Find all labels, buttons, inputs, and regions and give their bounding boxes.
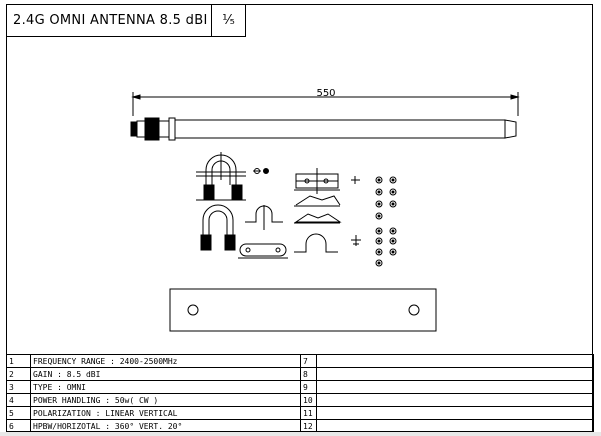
washer-grid xyxy=(376,177,396,266)
omega-clamp-large xyxy=(294,234,338,252)
bottom-strip xyxy=(0,432,601,436)
mounting-bracket xyxy=(170,289,436,331)
spec-table xyxy=(6,354,594,433)
spec-num2: 12 xyxy=(301,420,317,433)
spec-blank xyxy=(317,355,594,368)
spec-text: FREQUENCY RANGE : 2400-2500MHz xyxy=(31,355,301,368)
spec-text: GAIN : 8.5 dBI xyxy=(31,368,301,381)
bent-plate-1 xyxy=(294,196,340,206)
spec-num: 3 xyxy=(7,381,31,394)
spec-num2: 7 xyxy=(301,355,317,368)
antenna-body xyxy=(131,118,516,140)
spec-num2: 10 xyxy=(301,394,317,407)
spec-text: POLARIZATION : LINEAR VERTICAL xyxy=(31,407,301,420)
table-row xyxy=(7,394,594,407)
spec-text: TYPE : OMNI xyxy=(31,381,301,394)
spec-num: 4 xyxy=(7,394,31,407)
spec-num2: 8 xyxy=(301,368,317,381)
scale-label: ⅟₅ xyxy=(211,4,246,37)
spec-num: 6 xyxy=(7,420,31,433)
link-plate xyxy=(238,244,288,258)
spec-blank xyxy=(317,407,594,420)
omega-clamp-small xyxy=(245,205,283,230)
spec-text: HPBW/HORIZOTAL : 360° VERT. 20° xyxy=(31,420,301,433)
spec-num: 1 xyxy=(7,355,31,368)
spec-text: POWER HANDLING : 50w( CW ) xyxy=(31,394,301,407)
table-row xyxy=(7,355,594,368)
center-marks xyxy=(351,176,361,246)
spec-blank xyxy=(317,368,594,381)
spec-blank xyxy=(317,420,594,433)
spec-blank xyxy=(317,394,594,407)
table-row xyxy=(7,368,594,381)
drawing-title: 2.4G OMNI ANTENNA 8.5 dBI xyxy=(6,4,212,37)
table-row xyxy=(7,407,594,420)
nut-symbol xyxy=(253,169,269,174)
clamp-plate-1 xyxy=(294,168,340,194)
spec-blank xyxy=(317,381,594,394)
spec-num2: 11 xyxy=(301,407,317,420)
dimension-label: 550 xyxy=(316,88,336,99)
bent-plate-2 xyxy=(294,214,340,223)
table-row xyxy=(7,420,594,433)
u-bolt-large xyxy=(196,152,246,200)
spec-num: 5 xyxy=(7,407,31,420)
spec-num2: 9 xyxy=(301,381,317,394)
spec-num: 2 xyxy=(7,368,31,381)
table-row xyxy=(7,381,594,394)
u-bolt-2 xyxy=(201,205,235,250)
